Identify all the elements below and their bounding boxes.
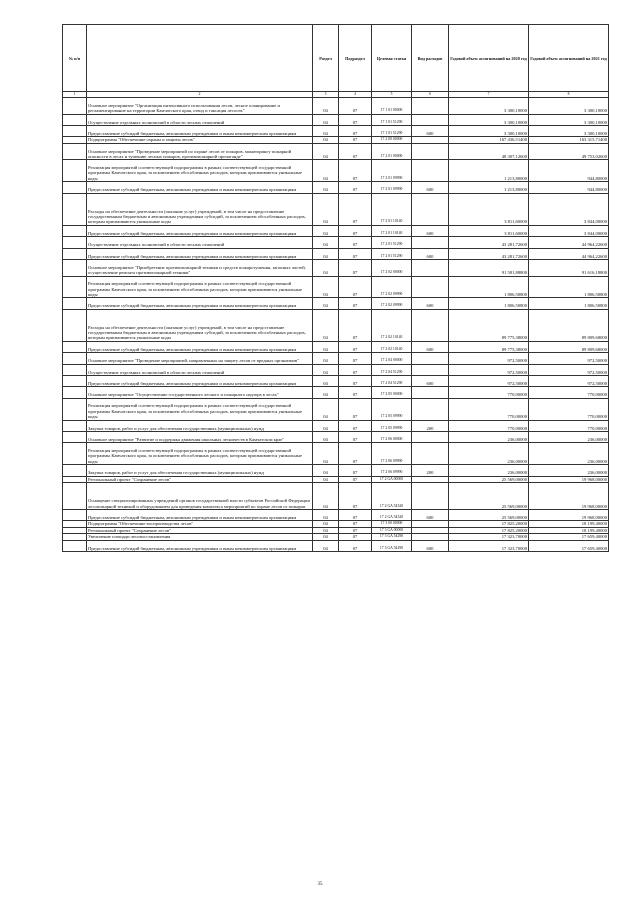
podrazdel-cell: 07 <box>339 225 372 236</box>
podrazdel-cell: 07 <box>339 182 372 193</box>
target-cell: 17 2 04 51290 <box>372 364 412 375</box>
target-cell: 17 1 01 51290 <box>372 125 412 136</box>
razdel-cell: 04 <box>313 521 339 527</box>
amount-2021-cell: 770,00000 <box>529 387 609 398</box>
name-cell: Реализация мероприятий соответствующей подпрограммы в рамках соответствующей государственной программы Камчатского края, за исключением обособленных расходов, которым присваиваются уникальные коды <box>87 160 313 182</box>
vid-cell: 200 <box>412 465 449 476</box>
amount-2020-cell: 17 825,20000 <box>449 527 529 533</box>
num-cell <box>63 98 87 115</box>
target-cell: 17 2 01 09990 <box>372 182 412 193</box>
table-row <box>63 432 609 443</box>
target-cell: 17 3 GA 54290 <box>372 534 412 540</box>
colnum: 8 <box>529 92 609 98</box>
podrazdel-cell: 07 <box>339 420 372 431</box>
header-2021: Годовой объем ассигнований на 2021 год <box>529 25 609 92</box>
podrazdel-cell: 07 <box>339 341 372 352</box>
podrazdel-cell: 07 <box>339 143 372 160</box>
vid-cell: 600 <box>412 248 449 259</box>
table-row <box>63 309 609 341</box>
name-cell: Региональный проект "Сохранение лесов" <box>87 527 313 533</box>
amount-2021-cell: 1 806,50800 <box>529 298 609 309</box>
razdel-cell: 04 <box>313 137 339 143</box>
num-cell <box>63 237 87 248</box>
target-cell: 17 1 01 00000 <box>372 98 412 115</box>
podrazdel-cell: 07 <box>339 465 372 476</box>
name-cell: Основное мероприятие "Приобретение противопожарной техники и средств пожаротушения, запасных частей, осуществление ремонта противопожарной техники" <box>87 259 313 276</box>
amount-2021-cell: 89 809,68000 <box>529 341 609 352</box>
amount-2020-cell: 25 569,00000 <box>449 510 529 521</box>
podrazdel-cell: 07 <box>339 248 372 259</box>
amount-2020-cell: 167 436,51400 <box>449 137 529 143</box>
amount-2020-cell: 89 775,38000 <box>449 309 529 341</box>
target-cell: 17 2 05 00000 <box>372 387 412 398</box>
name-cell: Предоставление субсидий бюджетным, автономным учреждениям и иным некоммерческим организациям <box>87 341 313 352</box>
podrazdel-cell: 07 <box>339 540 372 551</box>
vid-cell: 600 <box>412 376 449 387</box>
name-cell: Подпрограмма "Обеспечение воспроизводства лесов" <box>87 521 313 527</box>
amount-2020-cell: 972,50000 <box>449 364 529 375</box>
amount-2020-cell: 1 806,50800 <box>449 276 529 298</box>
amount-2021-cell: 19 968,00000 <box>529 483 609 510</box>
colnum: 6 <box>412 92 449 98</box>
podrazdel-cell: 07 <box>339 376 372 387</box>
target-cell: 17 2 GA 54320 <box>372 483 412 510</box>
vid-cell <box>412 309 449 341</box>
name-cell: Предоставление субсидий бюджетным, автономным учреждениям и иным некоммерческим организациям <box>87 510 313 521</box>
table-body <box>63 98 609 552</box>
amount-2020-cell: 1 213,80000 <box>449 182 529 193</box>
num-cell <box>63 298 87 309</box>
num-cell <box>63 376 87 387</box>
vid-cell: 600 <box>412 225 449 236</box>
num-cell <box>63 114 87 125</box>
amount-2021-cell: 236,00000 <box>529 465 609 476</box>
razdel-cell: 04 <box>313 125 339 136</box>
target-cell: 17 2 04 51290 <box>372 376 412 387</box>
name-cell: Реализация мероприятий соответствующей подпрограммы в рамках соответствующей государственной программы Камчатского края, за исключением обособленных расходов, которым присваиваются уникальные коды <box>87 398 313 420</box>
razdel-cell: 04 <box>313 248 339 259</box>
name-cell: Предоставление субсидий бюджетным, автономным учреждениям и иным некоммерческим организациям <box>87 225 313 236</box>
name-cell: Увеличение площади лесовосстановления <box>87 534 313 540</box>
razdel-cell: 04 <box>313 376 339 387</box>
podrazdel-cell: 07 <box>339 521 372 527</box>
target-cell: 17 2 02 09990 <box>372 298 412 309</box>
amount-2020-cell: 3 300,10000 <box>449 125 529 136</box>
podrazdel-cell: 07 <box>339 476 372 482</box>
vid-cell <box>412 98 449 115</box>
num-cell <box>63 259 87 276</box>
amount-2020-cell: 17 323,70000 <box>449 534 529 540</box>
amount-2021-cell: 91 616,18800 <box>529 259 609 276</box>
amount-2021-cell: 18 199,40000 <box>529 521 609 527</box>
table-row <box>63 387 609 398</box>
header-podrazdel: Подраздел <box>339 25 372 92</box>
razdel-cell: 04 <box>313 225 339 236</box>
table-row <box>63 483 609 510</box>
razdel-cell: 04 <box>313 510 339 521</box>
razdel-cell: 04 <box>313 483 339 510</box>
table-row <box>63 443 609 465</box>
amount-2021-cell: 972,50000 <box>529 364 609 375</box>
podrazdel-cell: 07 <box>339 160 372 182</box>
table-row <box>63 298 609 309</box>
target-cell: 17 1 01 51290 <box>372 114 412 125</box>
amount-2021-cell: 3 844,00000 <box>529 193 609 225</box>
target-cell: 17 2 GA 00000 <box>372 476 412 482</box>
podrazdel-cell: 07 <box>339 125 372 136</box>
target-cell: 17 2 06 09990 <box>372 465 412 476</box>
header-razdel: Раздел <box>313 25 339 92</box>
num-cell <box>63 182 87 193</box>
amount-2021-cell: 89 809,68000 <box>529 309 609 341</box>
amount-2020-cell: 1 213,80000 <box>449 160 529 182</box>
vid-cell <box>412 387 449 398</box>
razdel-cell: 04 <box>313 114 339 125</box>
vid-cell <box>412 193 449 225</box>
num-cell <box>63 225 87 236</box>
num-cell <box>63 160 87 182</box>
name-cell: Основное мероприятие "Проведение мероприятий, направленных на защиту лесов от вредных организмов" <box>87 353 313 364</box>
podrazdel-cell: 07 <box>339 114 372 125</box>
page-number: 35 <box>317 882 323 887</box>
razdel-cell: 04 <box>313 182 339 193</box>
amount-2020-cell: 3 811,60000 <box>449 225 529 236</box>
num-cell <box>63 443 87 465</box>
podrazdel-cell: 07 <box>339 527 372 533</box>
razdel-cell: 04 <box>313 420 339 431</box>
vid-cell <box>412 432 449 443</box>
target-cell: 17 2 05 09990 <box>372 398 412 420</box>
table-row <box>63 364 609 375</box>
table-row <box>63 398 609 420</box>
name-cell: Основное мероприятие "Проведение мероприятий по охране лесов от пожаров, мониторингу пожарной опасности в лесах и тушению лесных пожаров, противопожарной пропаганде" <box>87 143 313 160</box>
num-cell <box>63 248 87 259</box>
amount-2020-cell: 43 281,72600 <box>449 248 529 259</box>
vid-cell <box>412 353 449 364</box>
name-cell: Предоставление субсидий бюджетным, автономным учреждениям и иным некоммерческим организациям <box>87 376 313 387</box>
vid-cell: 600 <box>412 182 449 193</box>
amount-2020-cell: 3 300,10000 <box>449 98 529 115</box>
vid-cell <box>412 483 449 510</box>
table-row <box>63 376 609 387</box>
table-row <box>63 276 609 298</box>
vid-cell: 200 <box>412 420 449 431</box>
amount-2021-cell: 49 753,02600 <box>529 143 609 160</box>
table-row <box>63 259 609 276</box>
name-cell: Подпрограмма "Обеспечение охраны и защиты лесов" <box>87 137 313 143</box>
header-vid: Вид расходов <box>412 25 449 92</box>
amount-2021-cell: 3 300,10000 <box>529 114 609 125</box>
name-cell: Предоставление субсидий бюджетным, автономным учреждениям и иным некоммерческим организациям <box>87 182 313 193</box>
amount-2020-cell: 236,00000 <box>449 443 529 465</box>
razdel-cell: 04 <box>313 143 339 160</box>
colnum: 2 <box>87 92 313 98</box>
num-cell <box>63 193 87 225</box>
amount-2020-cell: 25 569,00000 <box>449 483 529 510</box>
amount-2021-cell: 944,80000 <box>529 160 609 182</box>
header-num: № п/п <box>63 25 87 92</box>
name-cell: Расходы на обеспечение деятельности (оказание услуг) учреждений, в том числе на предоставление государственным бюджетным и автономным учреждениям субсидий, за исключением обособленных расходов, которым присваиваются уникальные коды <box>87 309 313 341</box>
razdel-cell: 04 <box>313 353 339 364</box>
vid-cell: 600 <box>412 510 449 521</box>
amount-2020-cell: 25 569,00000 <box>449 476 529 482</box>
target-cell: 17 2 01 00000 <box>372 143 412 160</box>
target-cell: 17 2 02 10140 <box>372 341 412 352</box>
amount-2021-cell: 972,50000 <box>529 353 609 364</box>
razdel-cell: 04 <box>313 341 339 352</box>
num-cell <box>63 353 87 364</box>
num-cell <box>63 398 87 420</box>
razdel-cell: 04 <box>313 465 339 476</box>
amount-2020-cell: 236,00000 <box>449 465 529 476</box>
target-cell: 17 2 01 10140 <box>372 193 412 225</box>
vid-cell <box>412 398 449 420</box>
razdel-cell: 04 <box>313 534 339 540</box>
num-cell <box>63 143 87 160</box>
name-cell: Предоставление субсидий бюджетным, автономным учреждениям и иным некоммерческим организациям <box>87 298 313 309</box>
table-row <box>63 182 609 193</box>
vid-cell <box>412 276 449 298</box>
amount-2021-cell: 163 315,71400 <box>529 137 609 143</box>
num-cell <box>63 540 87 551</box>
amount-2020-cell: 770,00000 <box>449 398 529 420</box>
colnum: 7 <box>449 92 529 98</box>
amount-2021-cell: 44 964,22600 <box>529 237 609 248</box>
name-cell: Осуществление отдельных полномочий в области лесных отношений <box>87 364 313 375</box>
header-target: Целевая статья <box>372 25 412 92</box>
table-row <box>63 510 609 521</box>
target-cell: 17 2 05 09990 <box>372 420 412 431</box>
amount-2020-cell: 43 281,72600 <box>449 237 529 248</box>
num-cell <box>63 465 87 476</box>
budget-table <box>62 24 609 552</box>
amount-2021-cell: 770,00000 <box>529 420 609 431</box>
podrazdel-cell: 07 <box>339 483 372 510</box>
amount-2020-cell: 91 581,88800 <box>449 259 529 276</box>
podrazdel-cell: 07 <box>339 432 372 443</box>
table-row <box>63 114 609 125</box>
amount-2020-cell: 770,00000 <box>449 420 529 431</box>
podrazdel-cell: 07 <box>339 98 372 115</box>
razdel-cell: 04 <box>313 259 339 276</box>
name-cell: Основное мероприятие "Организация интенсивного использования лесов, лесное планирование и регламентирование на территории Камчатского края, отвод и таксация лесосек" <box>87 98 313 115</box>
vid-cell: 600 <box>412 341 449 352</box>
num-cell <box>63 364 87 375</box>
target-cell: 17 2 GA 54320 <box>372 510 412 521</box>
razdel-cell: 04 <box>313 276 339 298</box>
razdel-cell: 04 <box>313 540 339 551</box>
amount-2020-cell: 17 323,70000 <box>449 540 529 551</box>
amount-2021-cell: 19 968,00000 <box>529 476 609 482</box>
table-row <box>63 420 609 431</box>
target-cell: 17 2 02 09990 <box>372 276 412 298</box>
amount-2020-cell: 972,50000 <box>449 353 529 364</box>
podrazdel-cell: 07 <box>339 510 372 521</box>
podrazdel-cell: 07 <box>339 259 372 276</box>
name-cell: Реализация мероприятий соответствующей подпрограммы в рамках соответствующей государственной программы Камчатского края, за исключением обособленных расходов, которым присваиваются уникальные коды <box>87 443 313 465</box>
razdel-cell: 04 <box>313 443 339 465</box>
amount-2021-cell: 18 199,40000 <box>529 527 609 533</box>
amount-2021-cell: 972,50000 <box>529 376 609 387</box>
num-cell <box>63 432 87 443</box>
amount-2021-cell: 770,00000 <box>529 398 609 420</box>
razdel-cell: 04 <box>313 527 339 533</box>
name-cell: Осуществление отдельных полномочий в области лесных отношений <box>87 237 313 248</box>
podrazdel-cell: 07 <box>339 193 372 225</box>
target-cell: 17 2 02 10140 <box>372 309 412 341</box>
name-cell: Предоставление субсидий бюджетным, автономным учреждениям и иным некоммерческим организациям <box>87 248 313 259</box>
table-row <box>63 248 609 259</box>
name-cell: Основное мероприятие "Осуществление государственного лесного и пожарного надзора в лесах" <box>87 387 313 398</box>
vid-cell <box>412 160 449 182</box>
num-cell <box>63 276 87 298</box>
num-cell <box>63 387 87 398</box>
razdel-cell: 04 <box>313 160 339 182</box>
podrazdel-cell: 07 <box>339 276 372 298</box>
table-row <box>63 125 609 136</box>
vid-cell: 600 <box>412 298 449 309</box>
header-2020: Годовой объем ассигнований на 2020 год <box>449 25 529 92</box>
vid-cell <box>412 259 449 276</box>
amount-2021-cell: 944,80000 <box>529 182 609 193</box>
table-row <box>63 465 609 476</box>
podrazdel-cell: 07 <box>339 364 372 375</box>
header-row <box>63 25 609 92</box>
podrazdel-cell: 07 <box>339 237 372 248</box>
table-row <box>63 143 609 160</box>
podrazdel-cell: 07 <box>339 298 372 309</box>
table-row <box>63 98 609 115</box>
name-cell: Закупка товаров, работ и услуг для обеспечения государственных (муниципальных) нужд <box>87 420 313 431</box>
target-cell: 17 3 00 00000 <box>372 521 412 527</box>
target-cell: 17 2 06 00000 <box>372 432 412 443</box>
podrazdel-cell: 07 <box>339 387 372 398</box>
colnum: 4 <box>339 92 372 98</box>
name-cell: Предоставление субсидий бюджетным, автономным учреждениям и иным некоммерческим организациям <box>87 540 313 551</box>
amount-2021-cell: 44 964,22600 <box>529 248 609 259</box>
vid-cell <box>412 237 449 248</box>
razdel-cell: 04 <box>313 432 339 443</box>
razdel-cell: 04 <box>313 298 339 309</box>
amount-2021-cell: 236,00000 <box>529 443 609 465</box>
amount-2021-cell: 3 300,10000 <box>529 98 609 115</box>
amount-2020-cell: 236,00000 <box>449 432 529 443</box>
target-cell: 17 2 01 51290 <box>372 248 412 259</box>
colnum: 5 <box>372 92 412 98</box>
amount-2020-cell: 1 806,50800 <box>449 298 529 309</box>
amount-2021-cell: 3 844,00000 <box>529 225 609 236</box>
podrazdel-cell: 07 <box>339 398 372 420</box>
name-cell: Осуществление отдельных полномочий в области лесных отношений <box>87 114 313 125</box>
vid-cell <box>412 364 449 375</box>
num-cell <box>63 341 87 352</box>
vid-cell <box>412 143 449 160</box>
table-row <box>63 341 609 352</box>
amount-2021-cell: 17 659,40000 <box>529 540 609 551</box>
num-cell <box>63 420 87 431</box>
amount-2020-cell: 48 307,12600 <box>449 143 529 160</box>
razdel-cell: 04 <box>313 309 339 341</box>
target-cell: 17 2 01 09990 <box>372 160 412 182</box>
podrazdel-cell: 07 <box>339 309 372 341</box>
razdel-cell: 04 <box>313 193 339 225</box>
colnum: 1 <box>63 92 87 98</box>
num-cell <box>63 483 87 510</box>
target-cell: 17 2 04 00000 <box>372 353 412 364</box>
table-row <box>63 160 609 182</box>
name-cell: Реализация мероприятий соответствующей подпрограммы в рамках соответствующей государственной программы Камчатского края, за исключением обособленных расходов, которым присваиваются уникальные коды <box>87 276 313 298</box>
name-cell: Основное мероприятие "Развитие и поддержка движения школьных лесничеств в Камчатском крае" <box>87 432 313 443</box>
name-cell: Закупка товаров, работ и услуг для обеспечения государственных (муниципальных) нужд <box>87 465 313 476</box>
podrazdel-cell: 07 <box>339 353 372 364</box>
name-cell: Расходы на обеспечение деятельности (оказание услуг) учреждений, в том числе на предоставление государственным бюджетным и автономным учреждениям субсидий, за исключением обособленных расходов, которым присваиваются уникальные коды <box>87 193 313 225</box>
table-row <box>63 540 609 551</box>
razdel-cell: 04 <box>313 387 339 398</box>
num-cell <box>63 125 87 136</box>
amount-2020-cell: 3 300,10000 <box>449 114 529 125</box>
table-row <box>63 193 609 225</box>
podrazdel-cell: 07 <box>339 443 372 465</box>
amount-2020-cell: 3 811,60000 <box>449 193 529 225</box>
amount-2021-cell: 17 659,40000 <box>529 534 609 540</box>
target-cell: 17 2 00 00000 <box>372 137 412 143</box>
table-row <box>63 353 609 364</box>
target-cell: 17 3 GA 54290 <box>372 540 412 551</box>
colnum: 3 <box>313 92 339 98</box>
header-name <box>87 25 313 92</box>
amount-2021-cell: 1 806,50800 <box>529 276 609 298</box>
target-cell: 17 2 06 09990 <box>372 443 412 465</box>
table-row <box>63 225 609 236</box>
vid-cell: 600 <box>412 540 449 551</box>
vid-cell <box>412 114 449 125</box>
target-cell: 17 2 02 00000 <box>372 259 412 276</box>
razdel-cell: 04 <box>313 398 339 420</box>
num-cell <box>63 309 87 341</box>
amount-2021-cell: 19 968,00000 <box>529 510 609 521</box>
target-cell: 17 2 01 10140 <box>372 225 412 236</box>
vid-cell <box>412 443 449 465</box>
target-cell: 17 2 01 51290 <box>372 237 412 248</box>
name-cell: Региональный проект "Сохранение лесов" <box>87 476 313 482</box>
amount-2021-cell: 3 300,10000 <box>529 125 609 136</box>
name-cell: Предоставление субсидий бюджетным, автономным учреждениям и иным некоммерческим организациям <box>87 125 313 136</box>
num-cell <box>63 510 87 521</box>
razdel-cell: 04 <box>313 476 339 482</box>
amount-2020-cell: 17 825,20000 <box>449 521 529 527</box>
podrazdel-cell: 07 <box>339 137 372 143</box>
amount-2020-cell: 972,50000 <box>449 376 529 387</box>
name-cell: Оснащение специализированных учреждений органов государственной власти субъектов Российской Федерации лесопожарной техникой и оборудованием для проведения комплекса мероприятий по охране лесов от пожаров <box>87 483 313 510</box>
vid-cell: 600 <box>412 125 449 136</box>
target-cell: 17 3 GA 00000 <box>372 527 412 533</box>
table-row <box>63 237 609 248</box>
razdel-cell: 04 <box>313 98 339 115</box>
amount-2020-cell: 89 775,38000 <box>449 341 529 352</box>
amount-2021-cell: 236,00000 <box>529 432 609 443</box>
razdel-cell: 04 <box>313 364 339 375</box>
podrazdel-cell: 07 <box>339 534 372 540</box>
amount-2020-cell: 770,00000 <box>449 387 529 398</box>
razdel-cell: 04 <box>313 237 339 248</box>
